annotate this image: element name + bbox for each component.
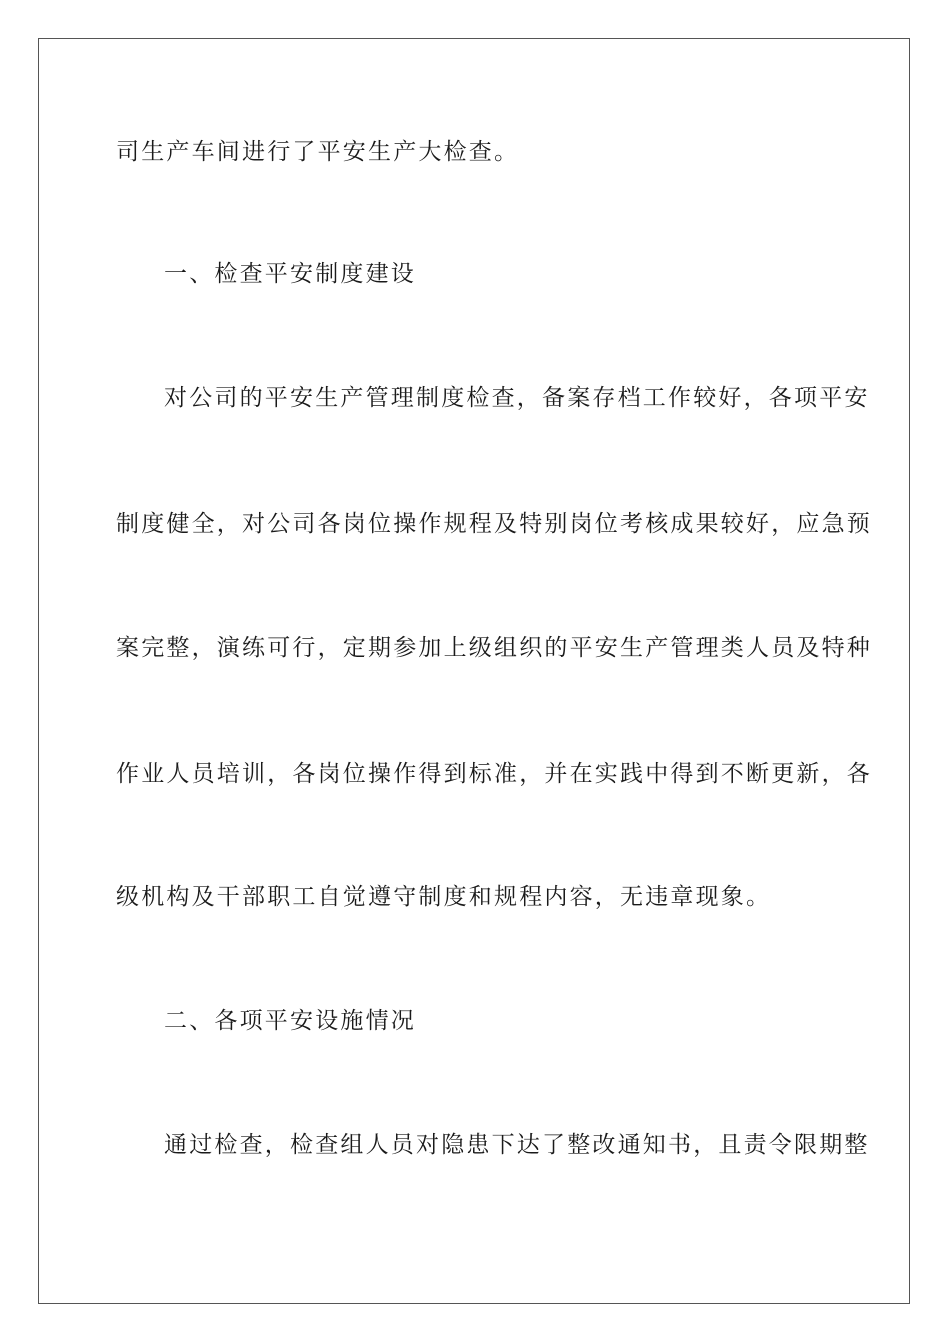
section-heading: 一、检查平安制度建设 <box>164 261 416 287</box>
body-text-line: 作业人员培训，各岗位操作得到标准，并在实践中得到不断更新，各 <box>116 761 872 787</box>
body-text-line: 司生产车间进行了平安生产大检查。 <box>116 139 520 165</box>
page-border <box>38 38 910 1304</box>
paragraph-first-line: 通过检查，检查组人员对隐患下达了整改通知书，且责令限期整 <box>164 1132 870 1158</box>
section-heading: 二、各项平安设施情况 <box>164 1008 416 1034</box>
paragraph-first-line: 对公司的平安生产管理制度检查，备案存档工作较好，各项平安 <box>164 385 870 411</box>
body-text-line: 级机构及干部职工自觉遵守制度和规程内容，无违章现象。 <box>116 884 772 910</box>
body-text-line: 制度健全，对公司各岗位操作规程及特别岗位考核成果较好，应急预 <box>116 511 872 537</box>
body-text-line: 案完整，演练可行，定期参加上级组织的平安生产管理类人员及特种 <box>116 635 872 661</box>
